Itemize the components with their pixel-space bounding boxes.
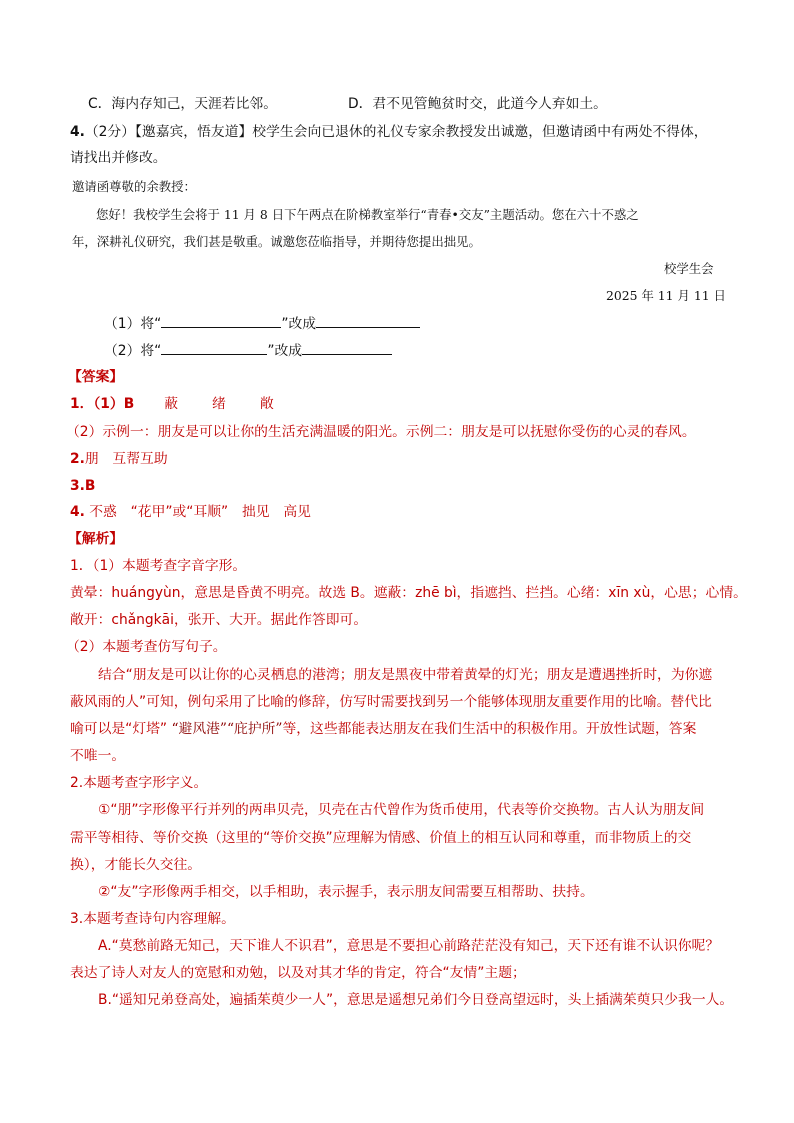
answer-4-num: 4. <box>70 504 85 520</box>
fill-line-2 <box>104 340 392 361</box>
answer-heading: 【答案】 <box>68 369 124 385</box>
fill-line-2-mid: ”改成 <box>267 343 303 359</box>
question-4-points: （2分） <box>84 124 136 140</box>
answer-4 <box>70 502 311 522</box>
letter-body-line1: 您好！我校学生会将于 11 月 8 日下午两点在阶梯教室举行“青春•交友”主题活动。您在六十不惑之 <box>96 207 639 222</box>
question-4-line2: 请找出并修改。 <box>70 150 167 166</box>
analysis-heading: 【解析】 <box>68 531 124 547</box>
answer-1-word-2: 绪 <box>212 396 226 412</box>
fill-line-1-mid: ”改成 <box>281 316 317 332</box>
fill-line-2-prefix: （2）将“ <box>104 343 162 359</box>
analysis-2-line3: 换），才能长久交往。 <box>70 857 202 873</box>
analysis-1-line2: 敞开：chǎngkāi，张开、大开。据此作答即可。 <box>70 612 368 628</box>
fill-blank-2b[interactable] <box>302 340 392 355</box>
analysis-2-line2: 需平等相待、等价交换（这里的“等价交换”应理解为情感、价值上的相互认同和尊重，而非物质上的交 <box>70 830 692 846</box>
analysis-2-line4: ②“友”字形像两手相交，以手相助，表示握手，表示朋友间需要互相帮助、扶持。 <box>98 884 594 900</box>
analysis-1-2-line2: 蔽风雨的人”可知，例句采用了比喻的修辞，仿写时需要找到另一个能够体现朋友重要作用的比喻。替代比 <box>70 694 712 710</box>
question-4-number: 4. <box>70 124 85 140</box>
answer-1-word-1: 蔽 <box>164 396 179 412</box>
analysis-3-title: 3.本题考查诗句内容理解。 <box>70 911 235 927</box>
analysis-1-2-line3b: “避风港”“庇护所” <box>171 721 283 737</box>
analysis-2-title: 2.本题考查字形字义。 <box>70 775 208 791</box>
option-d: D．君不见管鲍贫时交，此道今人弃如土。 <box>348 96 607 112</box>
answer-1-1 <box>70 394 274 414</box>
answer-1-word-3: 敞 <box>259 396 274 412</box>
fill-blank-2a[interactable] <box>161 340 267 355</box>
letter-date: 2025 年 11 月 11 日 <box>606 288 726 303</box>
analysis-1-2-title: （2）本题考查仿写句子。 <box>66 639 227 655</box>
analysis-2-line1: ①“朋”字形像平行并列的两串贝壳，贝壳在古代曾作为货币使用，代表等价交换物。古人认为朋友间 <box>98 802 705 818</box>
fill-line-1-prefix: （1）将“ <box>104 316 162 332</box>
letter-body-line2: 年，深耕礼仪研究，我们甚是敬重。诚邀您莅临指导，并期待您提出拙见。 <box>72 234 481 249</box>
fill-blank-1b[interactable] <box>316 313 420 328</box>
analysis-1-2-line1: 结合“朋友是可以让你的心灵栖息的港湾；朋友是黑夜中带着黄晕的灯光；朋友是遭遇挫折时，为你遮 <box>98 667 713 683</box>
analysis-1-2-line3a: 喻可以是“灯塔” <box>70 721 168 737</box>
fill-blank-1a[interactable] <box>161 313 281 328</box>
answer-2-num: 2. <box>70 451 85 467</box>
letter-signature: 校学生会 <box>664 261 714 276</box>
option-c: C．海内存知己，天涯若比邻。 <box>88 96 277 112</box>
analysis-3-line2: 表达了诗人对友人的宽慰和劝勉，以及对其才华的肯定，符合“友情”主题； <box>70 965 526 981</box>
fill-line-1 <box>104 313 420 334</box>
analysis-1-2-line3 <box>70 719 696 739</box>
analysis-1-title: 1．（1）本题考查字音字形。 <box>70 558 247 574</box>
answer-1-num: 1．（1）B <box>70 396 135 412</box>
answer-2-text: 朋 互帮互助 <box>84 451 168 467</box>
analysis-1-2-line4: 不唯一。 <box>70 748 126 764</box>
question-4-line1 <box>70 122 708 142</box>
question-4-title: 【邀嘉宾，悟友道】 <box>135 124 253 140</box>
question-4-text: 校学生会向已退休的礼仪专家余教授发出诚邀，但邀请函中有两处不得体， <box>252 124 708 140</box>
analysis-1-2-line3c: 等，这些都能表达朋友在我们生活中的积极作用。开放性试题，答案 <box>282 721 697 737</box>
letter-greeting: 邀请函尊敬的余教授： <box>72 179 196 194</box>
answer-1-2: （2）示例一：朋友是可以让你的生活充满温暖的阳光。示例二：朋友是可以抚慰你受伤的心灵的春风。 <box>66 424 696 440</box>
analysis-3-line3: B.“遥知兄弟登高处，遍插茱萸少一人”，意思是遥想兄弟们今日登高望远时，头上插满茱萸只少我一人。 <box>98 992 734 1008</box>
answer-4-text: 不惑 “花甲”或“耳顺” 拙见 高见 <box>89 504 311 520</box>
answer-2 <box>70 449 168 469</box>
analysis-1-line1: 黄晕：huángyùn，意思是昏黄不明亮。故选 B。遮蔽：zhē bì，指遮挡、拦挡。心绪：xīn xù，心思；心情。 <box>70 585 747 601</box>
analysis-3-line1: A.“莫愁前路无知己，天下谁人不识君”，意思是不要担心前路茫茫没有知己，天下还有谁不认识你呢？ <box>98 938 720 954</box>
answer-3: 3.B <box>70 478 96 494</box>
